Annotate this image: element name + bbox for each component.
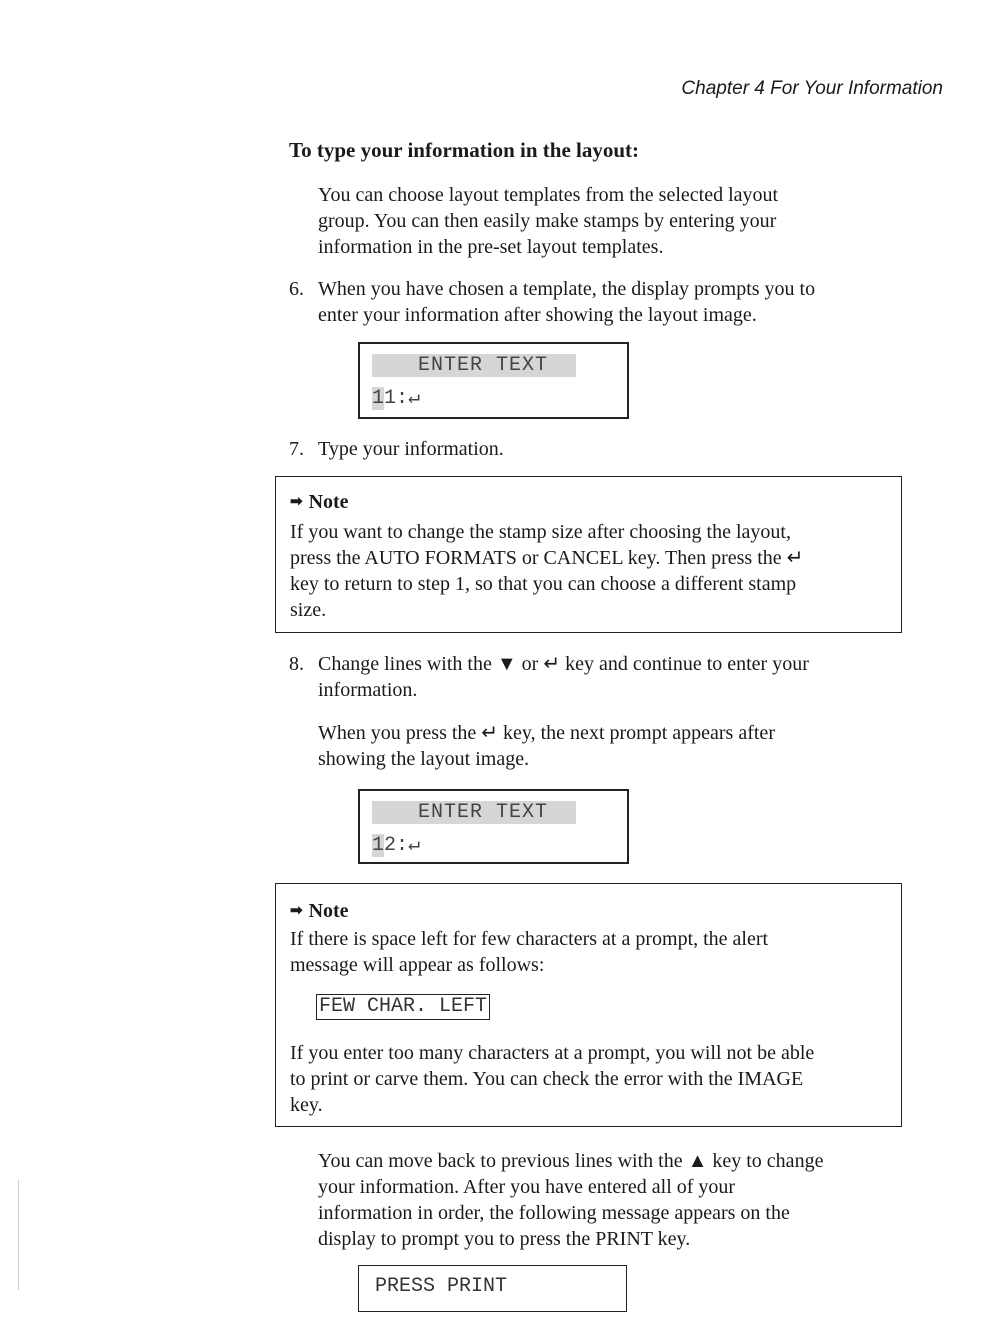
para-line: your information. After you have entered all of your (318, 1176, 736, 1198)
step-number: 6. (289, 278, 304, 300)
alert-message-box: FEW CHAR. LEFT (316, 994, 490, 1020)
step-6 (289, 276, 889, 328)
note-box-2 (275, 883, 902, 1127)
para-line: When you press the ↵ key, the next prompt appears after (318, 722, 775, 744)
note-line: key. (290, 1094, 323, 1116)
note-line: message will appear as follows: (290, 954, 545, 976)
note-line: If you enter too many characters at a prompt, you will not be able (290, 1042, 815, 1064)
lcd-title: ENTER TEXT (372, 801, 576, 824)
lcd-display-3 (358, 1265, 627, 1312)
lcd-line: 1:↵ (384, 387, 421, 410)
note-title: Note (308, 491, 349, 513)
intro-line: group. You can then easily make stamps by entering your (318, 210, 777, 232)
step-number: 7. (289, 438, 304, 460)
note-title: Note (308, 900, 349, 922)
step-8-paragraph (318, 720, 888, 772)
note-line: to print or carve them. You can check the error with the IMAGE (290, 1068, 804, 1090)
chapter-header: Chapter 4 For Your Information (681, 78, 943, 99)
para-line: showing the layout image. (318, 748, 530, 770)
note-box-1 (275, 476, 902, 633)
note-line: size. (290, 599, 327, 621)
para-line: You can move back to previous lines with the ▲ key to change (318, 1150, 824, 1172)
note-line: key to return to step 1, so that you can choose a different stamp (290, 573, 797, 595)
note-line: If you want to change the stamp size after choosing the layout, (290, 521, 791, 543)
step-line: Change lines with the ▼ or ↵ key and continue to enter your (318, 653, 809, 675)
lcd-display-1 (358, 342, 629, 419)
step-line: When you have chosen a template, the display prompts you to (318, 278, 816, 300)
lcd-title: ENTER TEXT (372, 354, 576, 377)
step-8 (289, 651, 889, 703)
arrow-icon: ➡ (290, 494, 303, 510)
note-line: If there is space left for few characters at a prompt, the alert (290, 928, 769, 950)
lcd-text: PRESS PRINT (375, 1275, 508, 1298)
final-paragraph (318, 1148, 888, 1252)
intro-paragraph (318, 182, 888, 260)
section-heading: To type your information in the layout: (289, 138, 640, 162)
step-line: Type your information. (318, 438, 504, 460)
step-line: enter your information after showing the layout image. (318, 304, 757, 326)
lcd-display-2 (358, 789, 629, 864)
step-7 (289, 436, 889, 462)
intro-line: You can choose layout templates from the selected layout (318, 184, 779, 206)
para-line: display to prompt you to press the PRINT key. (318, 1228, 691, 1250)
note-line: press the AUTO FORMATS or CANCEL key. Then press the ↵ (290, 547, 804, 569)
para-line: information in order, the following message appears on the (318, 1202, 790, 1224)
step-number: 8. (289, 653, 304, 675)
intro-line: information in the pre-set layout templates. (318, 236, 664, 258)
arrow-icon: ➡ (290, 903, 303, 919)
lcd-line: 2:↵ (384, 834, 421, 857)
lcd-cursor: 1 (372, 387, 385, 410)
scan-margin-line (18, 1180, 19, 1290)
step-line: information. (318, 679, 418, 701)
lcd-cursor: 1 (372, 834, 385, 857)
